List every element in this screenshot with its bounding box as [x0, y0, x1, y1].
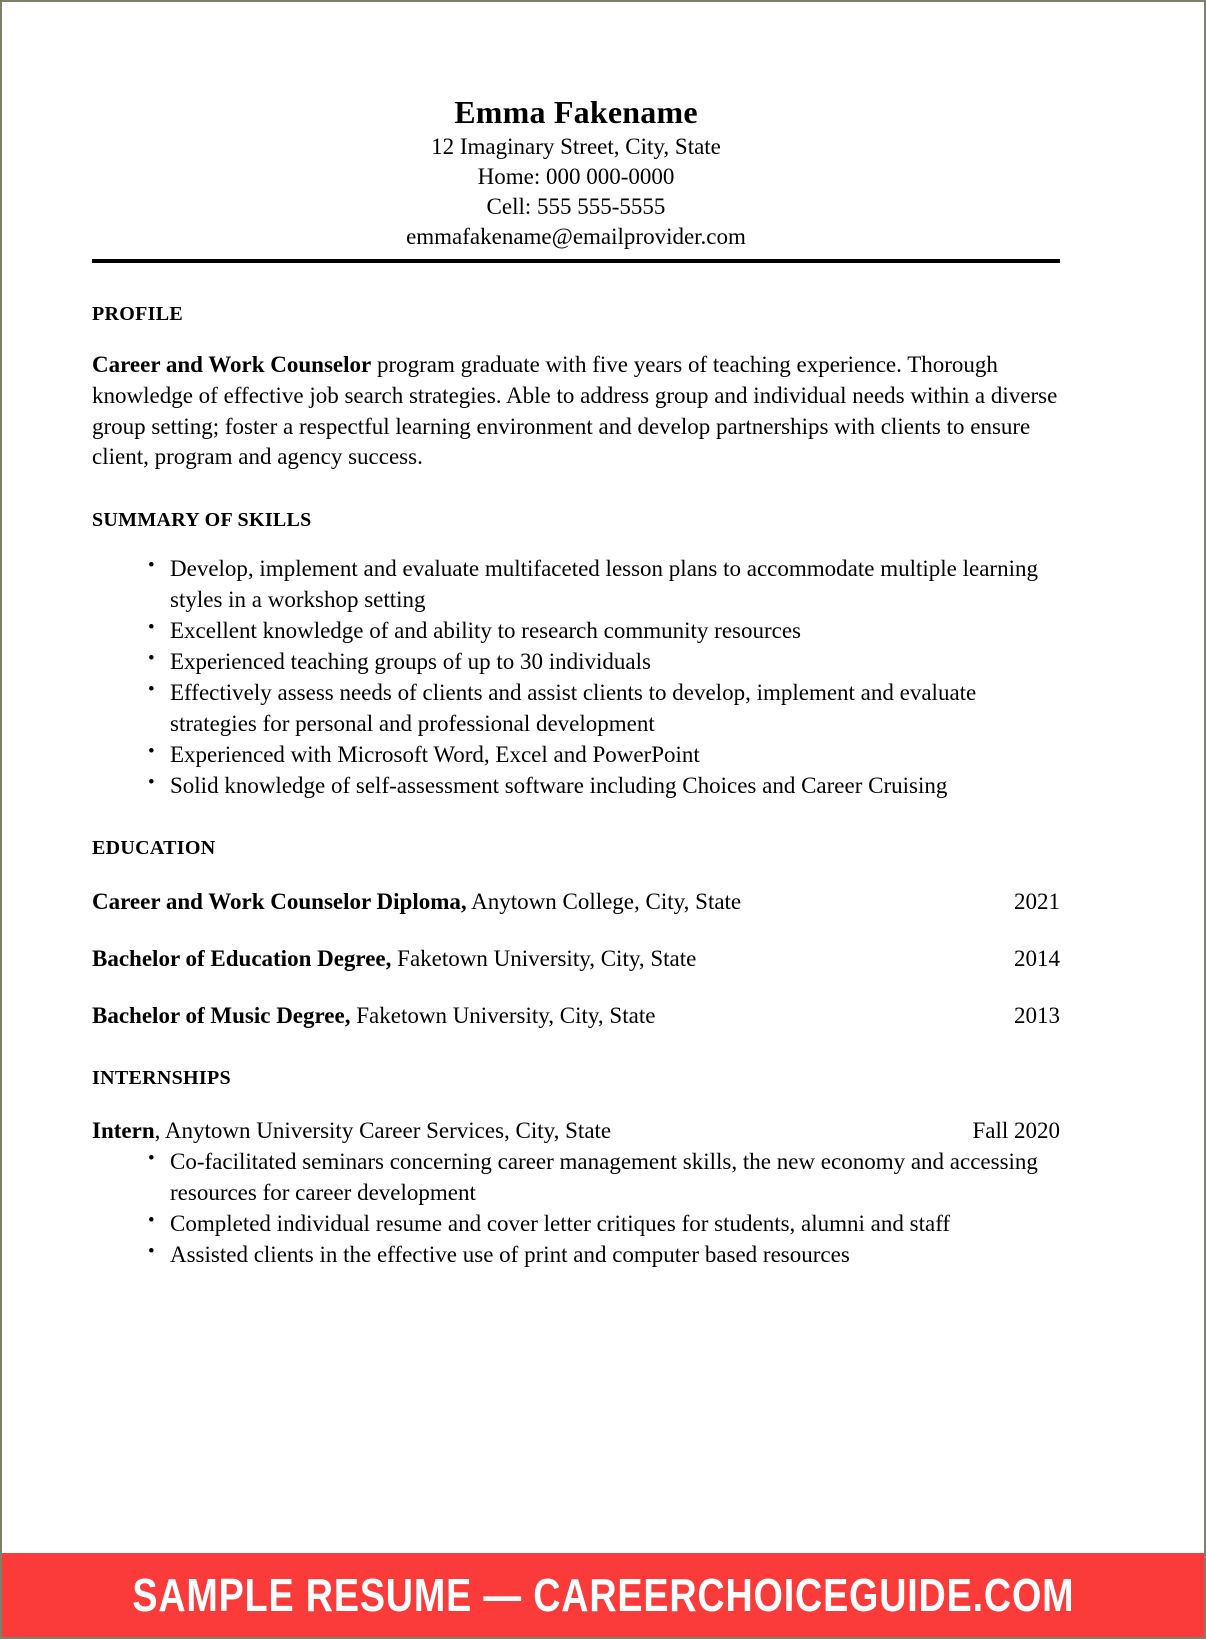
- footer-banner-text: SAMPLE RESUME — CAREERCHOICEGUIDE.COM: [132, 1569, 1074, 1621]
- internship-date: Fall 2020: [972, 1118, 1060, 1144]
- internship-title: Intern: [92, 1118, 155, 1144]
- education-year: 2013: [1014, 1003, 1060, 1029]
- internship-organization: , Anytown University Career Services, City, State: [154, 1118, 612, 1144]
- list-item: • Assisted clients in the effective use of print and computer based resources: [148, 1240, 1060, 1271]
- candidate-name: Emma Fakename: [454, 94, 698, 130]
- education-institution: Faketown University, City, State: [350, 1003, 656, 1029]
- list-item: • Excellent knowledge of and ability to research community resources: [148, 616, 1060, 647]
- education-entry: [92, 944, 1060, 974]
- education-institution: Anytown College, City, State: [466, 889, 742, 915]
- internship-bullets-list: [92, 1147, 1060, 1271]
- candidate-address: 12 Imaginary Street, City, State: [431, 133, 721, 159]
- profile-paragraph: [92, 350, 1067, 473]
- internship-entry: [92, 1116, 1060, 1146]
- list-item: • Experienced with Microsoft Word, Excel and PowerPoint: [148, 740, 1060, 771]
- profile-lead: Career and Work Counselor: [92, 352, 372, 378]
- candidate-cell-phone: Cell: 555 555-5555: [486, 194, 666, 219]
- header-divider-rule: [92, 259, 1060, 263]
- skills-list: [92, 554, 1060, 801]
- list-item: • Experienced teaching groups of up to 30 individuals: [148, 647, 1060, 678]
- section-heading-profile: PROFILE: [92, 303, 183, 326]
- section-heading-internships: INTERNSHIPS: [92, 1067, 231, 1090]
- footer-banner: [2, 1553, 1204, 1637]
- list-item: • Co-facilitated seminars concerning career management skills, the new economy and accessing resources for career development: [148, 1147, 1060, 1209]
- internship-entry-text: [92, 1116, 960, 1146]
- candidate-email: emmafakename@emailprovider.com: [406, 224, 746, 250]
- section-heading-education: EDUCATION: [92, 837, 216, 860]
- education-year: 2021: [1014, 889, 1060, 915]
- education-entry: [92, 1001, 1060, 1031]
- education-credential: Bachelor of Education Degree,: [92, 946, 392, 972]
- candidate-home-phone: Home: 000 000-0000: [477, 163, 675, 189]
- profile-body: program graduate with five years of teaching experience. Thorough knowledge of effective job search strategies. Able to address group and individual needs within a diverse group setting; foster a respectful learning environment and develop partnerships with clients to ensure client, program and agency success.: [92, 352, 1058, 470]
- education-year: 2014: [1014, 946, 1060, 972]
- resume-sheet: [2, 2, 1204, 1637]
- education-institution: Faketown University, City, State: [391, 946, 697, 972]
- education-credential: Career and Work Counselor Diploma,: [92, 889, 467, 915]
- education-credential: Bachelor of Music Degree,: [92, 1003, 351, 1029]
- resume-content: [92, 2, 1060, 1271]
- list-item: • Develop, implement and evaluate multifaceted lesson plans to accommodate multiple learning styles in a workshop setting: [148, 554, 1060, 616]
- list-item: • Completed individual resume and cover letter critiques for students, alumni and staff: [148, 1209, 1060, 1240]
- education-entry: [92, 887, 1060, 917]
- education-entry-text: [92, 1001, 1002, 1031]
- education-entry-text: [92, 887, 1002, 917]
- resume-header: [92, 2, 1060, 252]
- list-item: • Solid knowledge of self-assessment software including Choices and Career Cruising: [148, 771, 1060, 802]
- education-entry-text: [92, 944, 1002, 974]
- list-item: • Effectively assess needs of clients and assist clients to develop, implement and evaluate strategies for personal and professional development: [148, 678, 1060, 740]
- section-heading-skills: SUMMARY OF SKILLS: [92, 509, 312, 532]
